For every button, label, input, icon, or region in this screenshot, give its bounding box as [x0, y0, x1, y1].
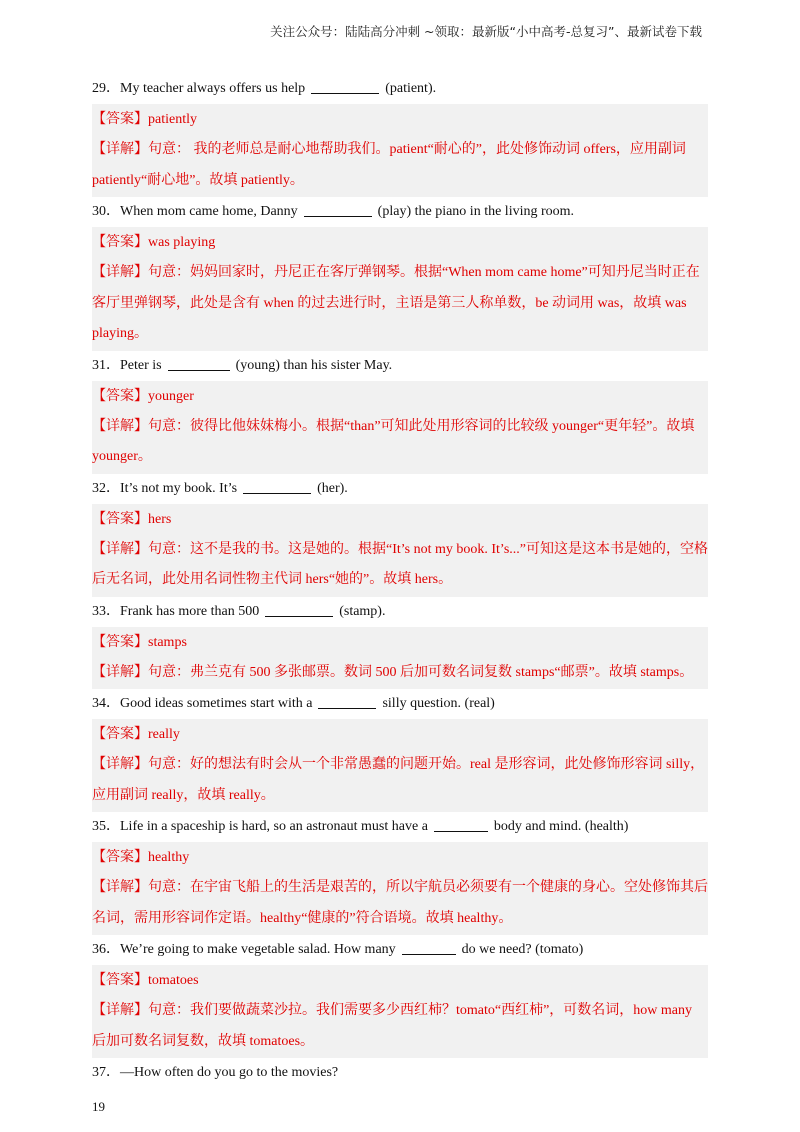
answer-blank [318, 694, 376, 709]
question-hint: body and mind. (health) [493, 819, 629, 834]
question-hint: silly question. (real) [382, 696, 495, 711]
answer-label: 【答案】 [92, 234, 148, 250]
answer-blank [304, 202, 372, 217]
answer-text: tomatoes [148, 973, 199, 988]
answer-text: stamps [148, 634, 187, 650]
question-33 [92, 597, 708, 627]
answer-label: 【答案】 [92, 726, 148, 742]
answer-blank [243, 479, 311, 494]
detail-text: 句意：妈妈回家时，丹尼正在客厅弹钢琴。根据“When mom came home”可知丹尼当时正在客厅里弹钢琴，此处是含有 when 的过去进行时，主语是第三人称单数，be 动词用 was，故填 was playing。 [92, 265, 700, 341]
question-31 [92, 351, 708, 381]
answer-label: 【答案】 [92, 111, 148, 127]
detail-label: 【详解】 [92, 540, 148, 557]
detail-label: 【详解】 [92, 879, 148, 895]
answer-blank [311, 79, 379, 94]
question-hint: (stamp). [339, 603, 386, 619]
answer-box-33 [92, 627, 708, 690]
answer-box-35 [92, 842, 708, 935]
question-text: 36．We’re going to make vegetable salad. How many [92, 942, 396, 957]
answer-text: patiently [148, 112, 197, 127]
answer-text: really [148, 727, 180, 742]
detail-label: 【详解】 [92, 1002, 148, 1018]
question-text: 30．When mom came home, Danny [92, 204, 298, 219]
question-hint: do we need? (tomato) [461, 942, 584, 957]
answer-box-31 [92, 381, 708, 474]
detail-text: 句意：在宇宙飞船上的生活是艰苦的，所以宇航员必须要有一个健康的身心。空处修饰其后名词，需用形容词作定语。healthy“健康的”符合语境。故填 healthy。 [92, 880, 708, 926]
question-text: 32．It’s not my book. It’s [92, 480, 238, 496]
answer-label: 【答案】 [92, 510, 148, 527]
question-hint: (play) the piano in the living room. [377, 204, 575, 219]
answer-label: 【答案】 [92, 387, 148, 404]
answer-label: 【答案】 [92, 633, 148, 650]
detail-text: 句意：我们要做蔬菜沙拉。我们需要多少西红柿？tomato“西红柿”，可数名词，how many 后加可数名词复数，故填 tomatoes。 [92, 1003, 693, 1049]
answer-box-30 [92, 227, 708, 351]
detail-text: 句意： 我的老师总是耐心地帮助我们。patient“耐心的”，此处修饰动词 offers，应用副词 patiently“耐心地”。故填 patiently。 [92, 142, 686, 188]
answer-box-29 [92, 104, 708, 197]
page-header: 关注公众号：陆陆高分冲刺 ~领取：最新版“小中高考-总复习”、最新试卷下载 [270, 24, 702, 39]
question-hint: (patient). [385, 81, 437, 96]
question-hint: (her). [317, 480, 348, 496]
answer-blank [265, 602, 333, 617]
detail-text: 句意：好的想法有时会从一个非常愚蠢的问题开始。real 是形容词，此处修饰形容词 silly，应用副词 really，故填 really。 [92, 757, 705, 803]
question-36 [92, 935, 708, 965]
answer-box-36 [92, 965, 708, 1058]
answer-label: 【答案】 [92, 849, 148, 865]
question-text: 33．Frank has more than 500 [92, 603, 260, 619]
detail-text: 句意：这不是我的书。这是她的。根据“It’s not my book. It’s...”可知这是这本书是她的，空格后无名词，此处用名词性物主代词 hers“她的”。故填 hers。 [92, 541, 708, 587]
answer-blank [434, 817, 488, 832]
answer-text: hers [148, 511, 172, 527]
question-text: 31．Peter is [92, 357, 162, 373]
answer-text: was playing [148, 235, 216, 250]
question-30 [92, 197, 708, 227]
answer-box-34 [92, 719, 708, 812]
answer-blank [168, 356, 230, 371]
detail-label: 【详解】 [92, 663, 148, 680]
page-number: 19 [92, 1099, 105, 1114]
detail-label: 【详解】 [92, 141, 148, 157]
answer-box-32 [92, 504, 708, 597]
answer-text: younger [148, 388, 194, 404]
question-32 [92, 474, 708, 504]
question-text: 29．My teacher always offers us help [92, 81, 306, 96]
question-37: 37．—How often do you go to the movies? [92, 1065, 339, 1080]
answer-blank [402, 940, 456, 955]
question-35 [92, 812, 708, 842]
answer-label: 【答案】 [92, 972, 148, 988]
question-list [92, 74, 708, 1088]
detail-label: 【详解】 [92, 264, 148, 280]
question-hint: (young) than his sister May. [235, 357, 393, 373]
question-29 [92, 74, 708, 104]
detail-text: 句意：彼得比他妹妹梅小。根据“than”可知此处用形容词的比较级 younger“更年轻”。故填 younger。 [92, 418, 695, 464]
answer-text: healthy [148, 850, 190, 865]
question-34 [92, 689, 708, 719]
question-text: 34．Good ideas sometimes start with a [92, 696, 313, 711]
detail-text: 句意：弗兰克有 500 多张邮票。数词 500 后加可数名词复数 stamps“邮票”。故填 stamps。 [148, 664, 694, 680]
detail-label: 【详解】 [92, 417, 148, 434]
detail-label: 【详解】 [92, 756, 148, 772]
question-text: 35．Life in a spaceship is hard, so an astronaut must have a [92, 819, 428, 834]
